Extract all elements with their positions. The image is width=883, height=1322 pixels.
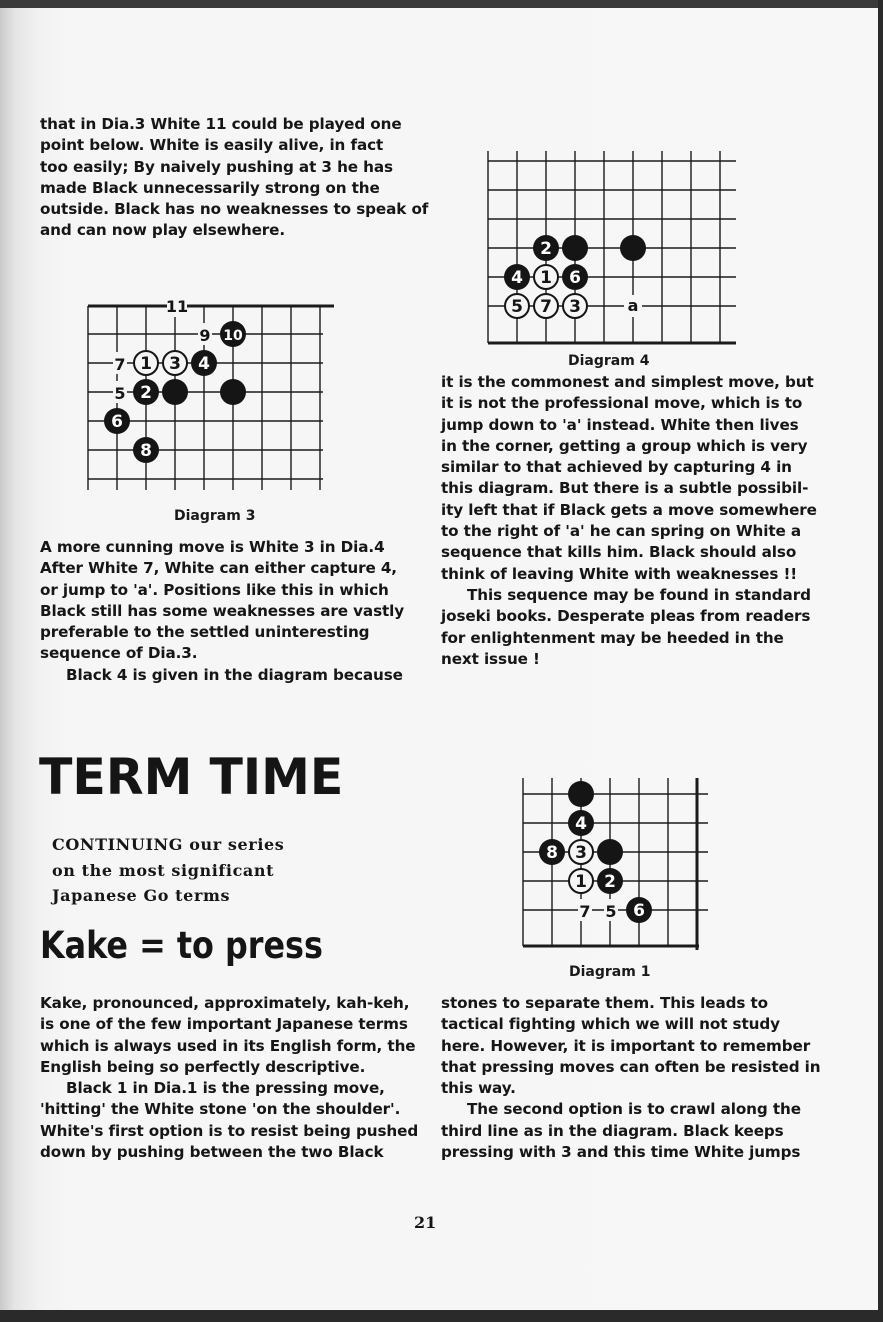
- stone-number: 8: [546, 843, 558, 863]
- bottom-left-paragraph: [40, 993, 418, 1163]
- text-line: down by pushing between the two Black: [40, 1143, 384, 1162]
- black-stone: [620, 235, 646, 261]
- stone-number: 4: [511, 268, 523, 288]
- text-line: White's first option is to resist being pushed: [40, 1121, 419, 1140]
- text-line: outside. Black has no weaknesses to speak of: [40, 200, 429, 219]
- text-line: in the corner, getting a group which is very: [441, 436, 808, 455]
- black-stone: [162, 379, 188, 405]
- text-line: Japanese Go terms: [52, 886, 231, 905]
- scan-frame-bottom: [0, 1310, 883, 1322]
- text-line: made Black unnecessarily strong on the: [40, 178, 380, 197]
- left-middle-paragraph: [40, 537, 404, 686]
- text-line: this way.: [441, 1079, 516, 1098]
- text-line: The second option is to crawl along the: [467, 1100, 801, 1119]
- page-number: 21: [414, 1213, 437, 1232]
- diagram-3-board: [88, 295, 338, 495]
- text-line: and can now play elsewhere.: [40, 221, 286, 240]
- text-line: sequence of Dia.3.: [40, 644, 198, 663]
- stone-number: 2: [604, 872, 616, 892]
- black-stone: [597, 839, 623, 865]
- text-line: This sequence may be found in standard: [467, 585, 811, 604]
- text-line: jump down to 'a' instead. White then lives: [441, 415, 799, 434]
- text-line: CONTINUING our series: [52, 835, 285, 854]
- text-line: preferable to the settled uninteresting: [40, 623, 370, 642]
- stone-number: 2: [540, 239, 552, 259]
- text-line: joseki books. Desperate pleas from readers: [441, 607, 811, 626]
- text-line: Kake, pronounced, approximately, kah-keh,: [40, 994, 410, 1012]
- stone-number: 7: [579, 902, 591, 921]
- stone-number: 1: [540, 268, 552, 288]
- text-line: 'hitting' the White stone 'on the shoulder'.: [40, 1100, 401, 1119]
- diagram-4: [488, 143, 750, 369]
- stone-number: 6: [111, 412, 123, 432]
- diagram-1-caption: Diagram 1: [569, 964, 651, 980]
- text-line: similar to that achieved by capturing 4 in: [441, 458, 792, 477]
- stone-number: 7: [114, 355, 126, 374]
- stone-number: 3: [569, 297, 581, 317]
- text-line: point below. White is easily alive, in fact: [40, 136, 384, 155]
- text-line: that in Dia.3 White 11 could be played one: [40, 115, 402, 133]
- bottom-right-paragraph: [441, 993, 821, 1163]
- text-line: next issue !: [441, 649, 540, 668]
- stone-number: 5: [511, 297, 523, 317]
- text-line: After White 7, White can either capture 4,: [40, 559, 397, 578]
- stone-number: 7: [540, 297, 552, 317]
- text-line: A more cunning move is White 3 in Dia.4: [40, 538, 385, 556]
- text-line: tactical fighting which we will not study: [441, 1015, 780, 1034]
- stone-number: 4: [575, 814, 587, 834]
- text-line: this diagram. But there is a subtle possibil-: [441, 479, 809, 498]
- stone-number: 1: [140, 354, 152, 374]
- text-line: that pressing moves can often be resisted in: [441, 1057, 821, 1076]
- stone-number: 3: [169, 354, 181, 374]
- term-time-title: TERM TIME: [39, 748, 344, 806]
- text-line: pressing with 3 and this time White jumps: [441, 1143, 801, 1162]
- text-line: on the most significant: [52, 860, 275, 880]
- stone-number: 2: [140, 383, 152, 403]
- stone-number: 4: [198, 354, 210, 374]
- scan-frame-right: [878, 0, 883, 1322]
- text-line: ity left that if Black gets a move somewhere: [441, 500, 817, 519]
- stone-number: 6: [569, 268, 581, 288]
- black-stone: [562, 235, 588, 261]
- diagram-1-board: [523, 768, 723, 958]
- stone-number: 8: [140, 441, 152, 461]
- text-line: too easily; By naively pushing at 3 he has: [40, 157, 393, 176]
- text-line: third line as in the diagram. Black keeps: [441, 1121, 784, 1140]
- top-left-paragraph: [40, 114, 428, 242]
- text-line: English being so perfectly descriptive.: [40, 1057, 366, 1076]
- book-page: [0, 8, 878, 1310]
- text-line: it is the commonest and simplest move, but: [441, 373, 814, 391]
- stone-number: 1: [575, 872, 587, 892]
- stone-number: 10: [223, 328, 243, 344]
- black-stone: [568, 781, 594, 807]
- text-line: sequence that kills him. Black should also: [441, 543, 797, 562]
- point-a-label: a: [627, 296, 639, 315]
- text-line: Black still has some weaknesses are vastly: [40, 601, 405, 620]
- stone-number: 11: [165, 297, 189, 316]
- diagram-3: [88, 295, 338, 524]
- text-line: here. However, it is important to remember: [441, 1036, 811, 1055]
- diagram-4-caption: Diagram 4: [568, 353, 650, 369]
- text-line: is one of the few important Japanese terms: [40, 1015, 408, 1034]
- text-line: Black 1 in Dia.1 is the pressing move,: [66, 1079, 385, 1098]
- stone-number: 5: [605, 902, 617, 921]
- stone-number: 9: [199, 326, 211, 345]
- kake-heading: Kake = to press: [40, 924, 323, 967]
- text-line: stones to separate them. This leads to: [441, 994, 769, 1012]
- series-intro: [52, 832, 284, 909]
- text-line: or jump to 'a'. Positions like this in which: [40, 580, 389, 599]
- stone-number: 3: [575, 843, 587, 863]
- stone-number: 6: [633, 901, 645, 921]
- text-line: to the right of 'a' he can spring on White a: [441, 522, 802, 541]
- text-line: think of leaving White with weaknesses !!: [441, 564, 798, 583]
- text-line: it is not the professional move, which is to: [441, 394, 803, 413]
- diagram-1: [523, 768, 723, 980]
- text-line: which is always used in its English form, the: [40, 1036, 416, 1055]
- black-stone: [220, 379, 246, 405]
- diagram-3-caption: Diagram 3: [174, 508, 256, 524]
- stone-number: 5: [114, 384, 126, 403]
- text-line: Black 4 is given in the diagram because: [66, 665, 403, 684]
- diagram-4-board: [488, 143, 750, 348]
- text-line: for enlightenment may be heeded in the: [441, 628, 784, 647]
- right-middle-paragraph: [441, 372, 817, 670]
